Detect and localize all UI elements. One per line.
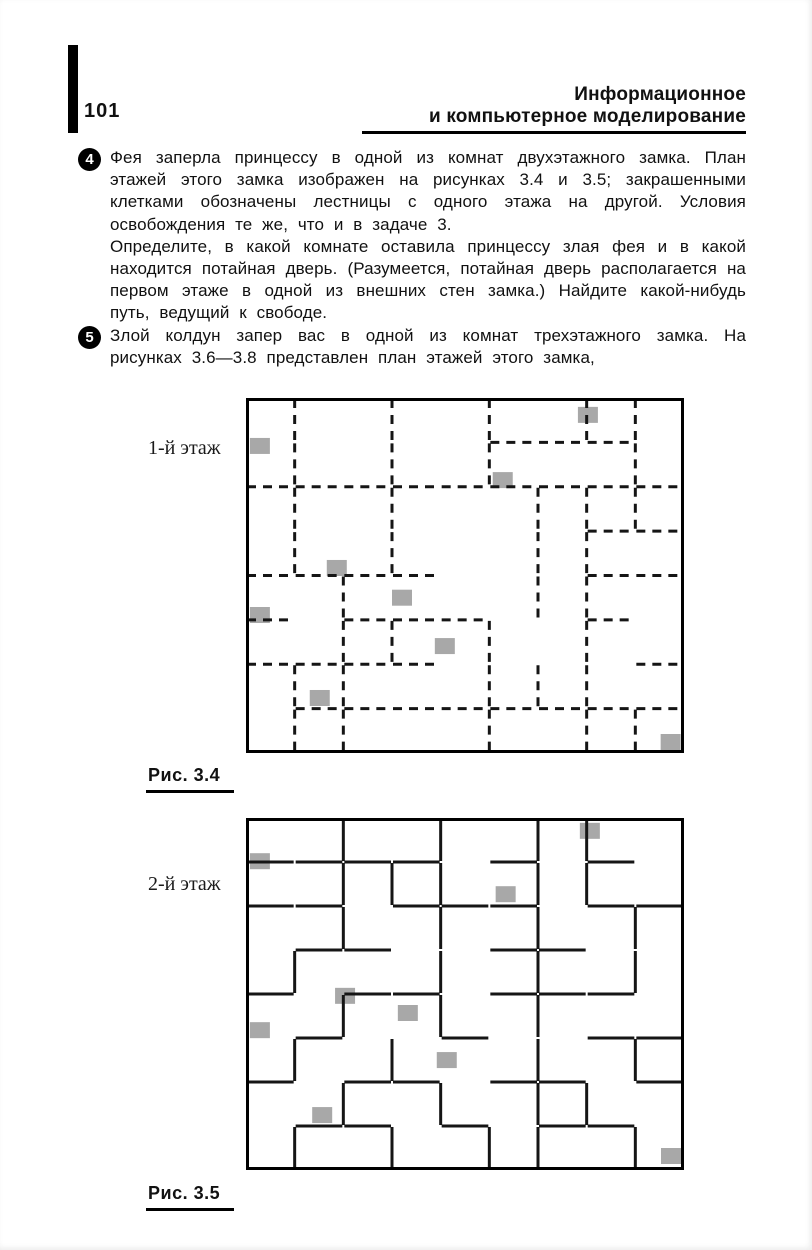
floor2-plan-figure	[246, 818, 684, 1170]
problem-4-paragraph-2: Определите, в какой комнате оставила принцессу злая фея и в какой находится потайная дверь. (Разумеется, потайная дверь располагается на первом этаже в одной из внешних стен замка.) Найдите какой-нибудь путь, ведущий к свободе.	[110, 236, 746, 323]
chapter-header-line1: Информационное	[574, 84, 746, 105]
floor2-label: 2-й этаж	[148, 873, 221, 895]
problem-5-number-badge: 5	[78, 326, 101, 349]
chapter-header	[362, 84, 746, 134]
problem-5	[78, 325, 746, 369]
figure-3-4-caption: Рис. 3.4	[146, 765, 234, 793]
floor1-plan-figure	[246, 398, 684, 753]
problem-4-number-badge: 4	[78, 148, 101, 171]
floor1-label: 1-й этаж	[148, 437, 221, 459]
problem-4-paragraph-1: Фея заперла принцессу в одной из комнат двухэтажного замка. План этажей этого замка изображен на рисунках 3.4 и 3.5; закрашенными клетками обозначены лестницы с одного этажа на другой. Условия освобождения те же, что и в задаче 3.	[110, 148, 746, 234]
problem-4	[78, 147, 746, 325]
problem-5-text	[110, 325, 746, 369]
problem-5-paragraph-1: Злой колдун запер вас в одной из комнат трехэтажного замка. На рисунках 3.6—3.8 представлен план этажей этого замка,	[110, 326, 746, 368]
page-number: 101	[84, 100, 121, 122]
figure-3-5-caption: Рис. 3.5	[146, 1183, 234, 1211]
problem-4-text	[110, 147, 746, 325]
chapter-header-line2: и компьютерное моделирование	[428, 106, 746, 127]
page-corner-bar	[68, 45, 78, 133]
